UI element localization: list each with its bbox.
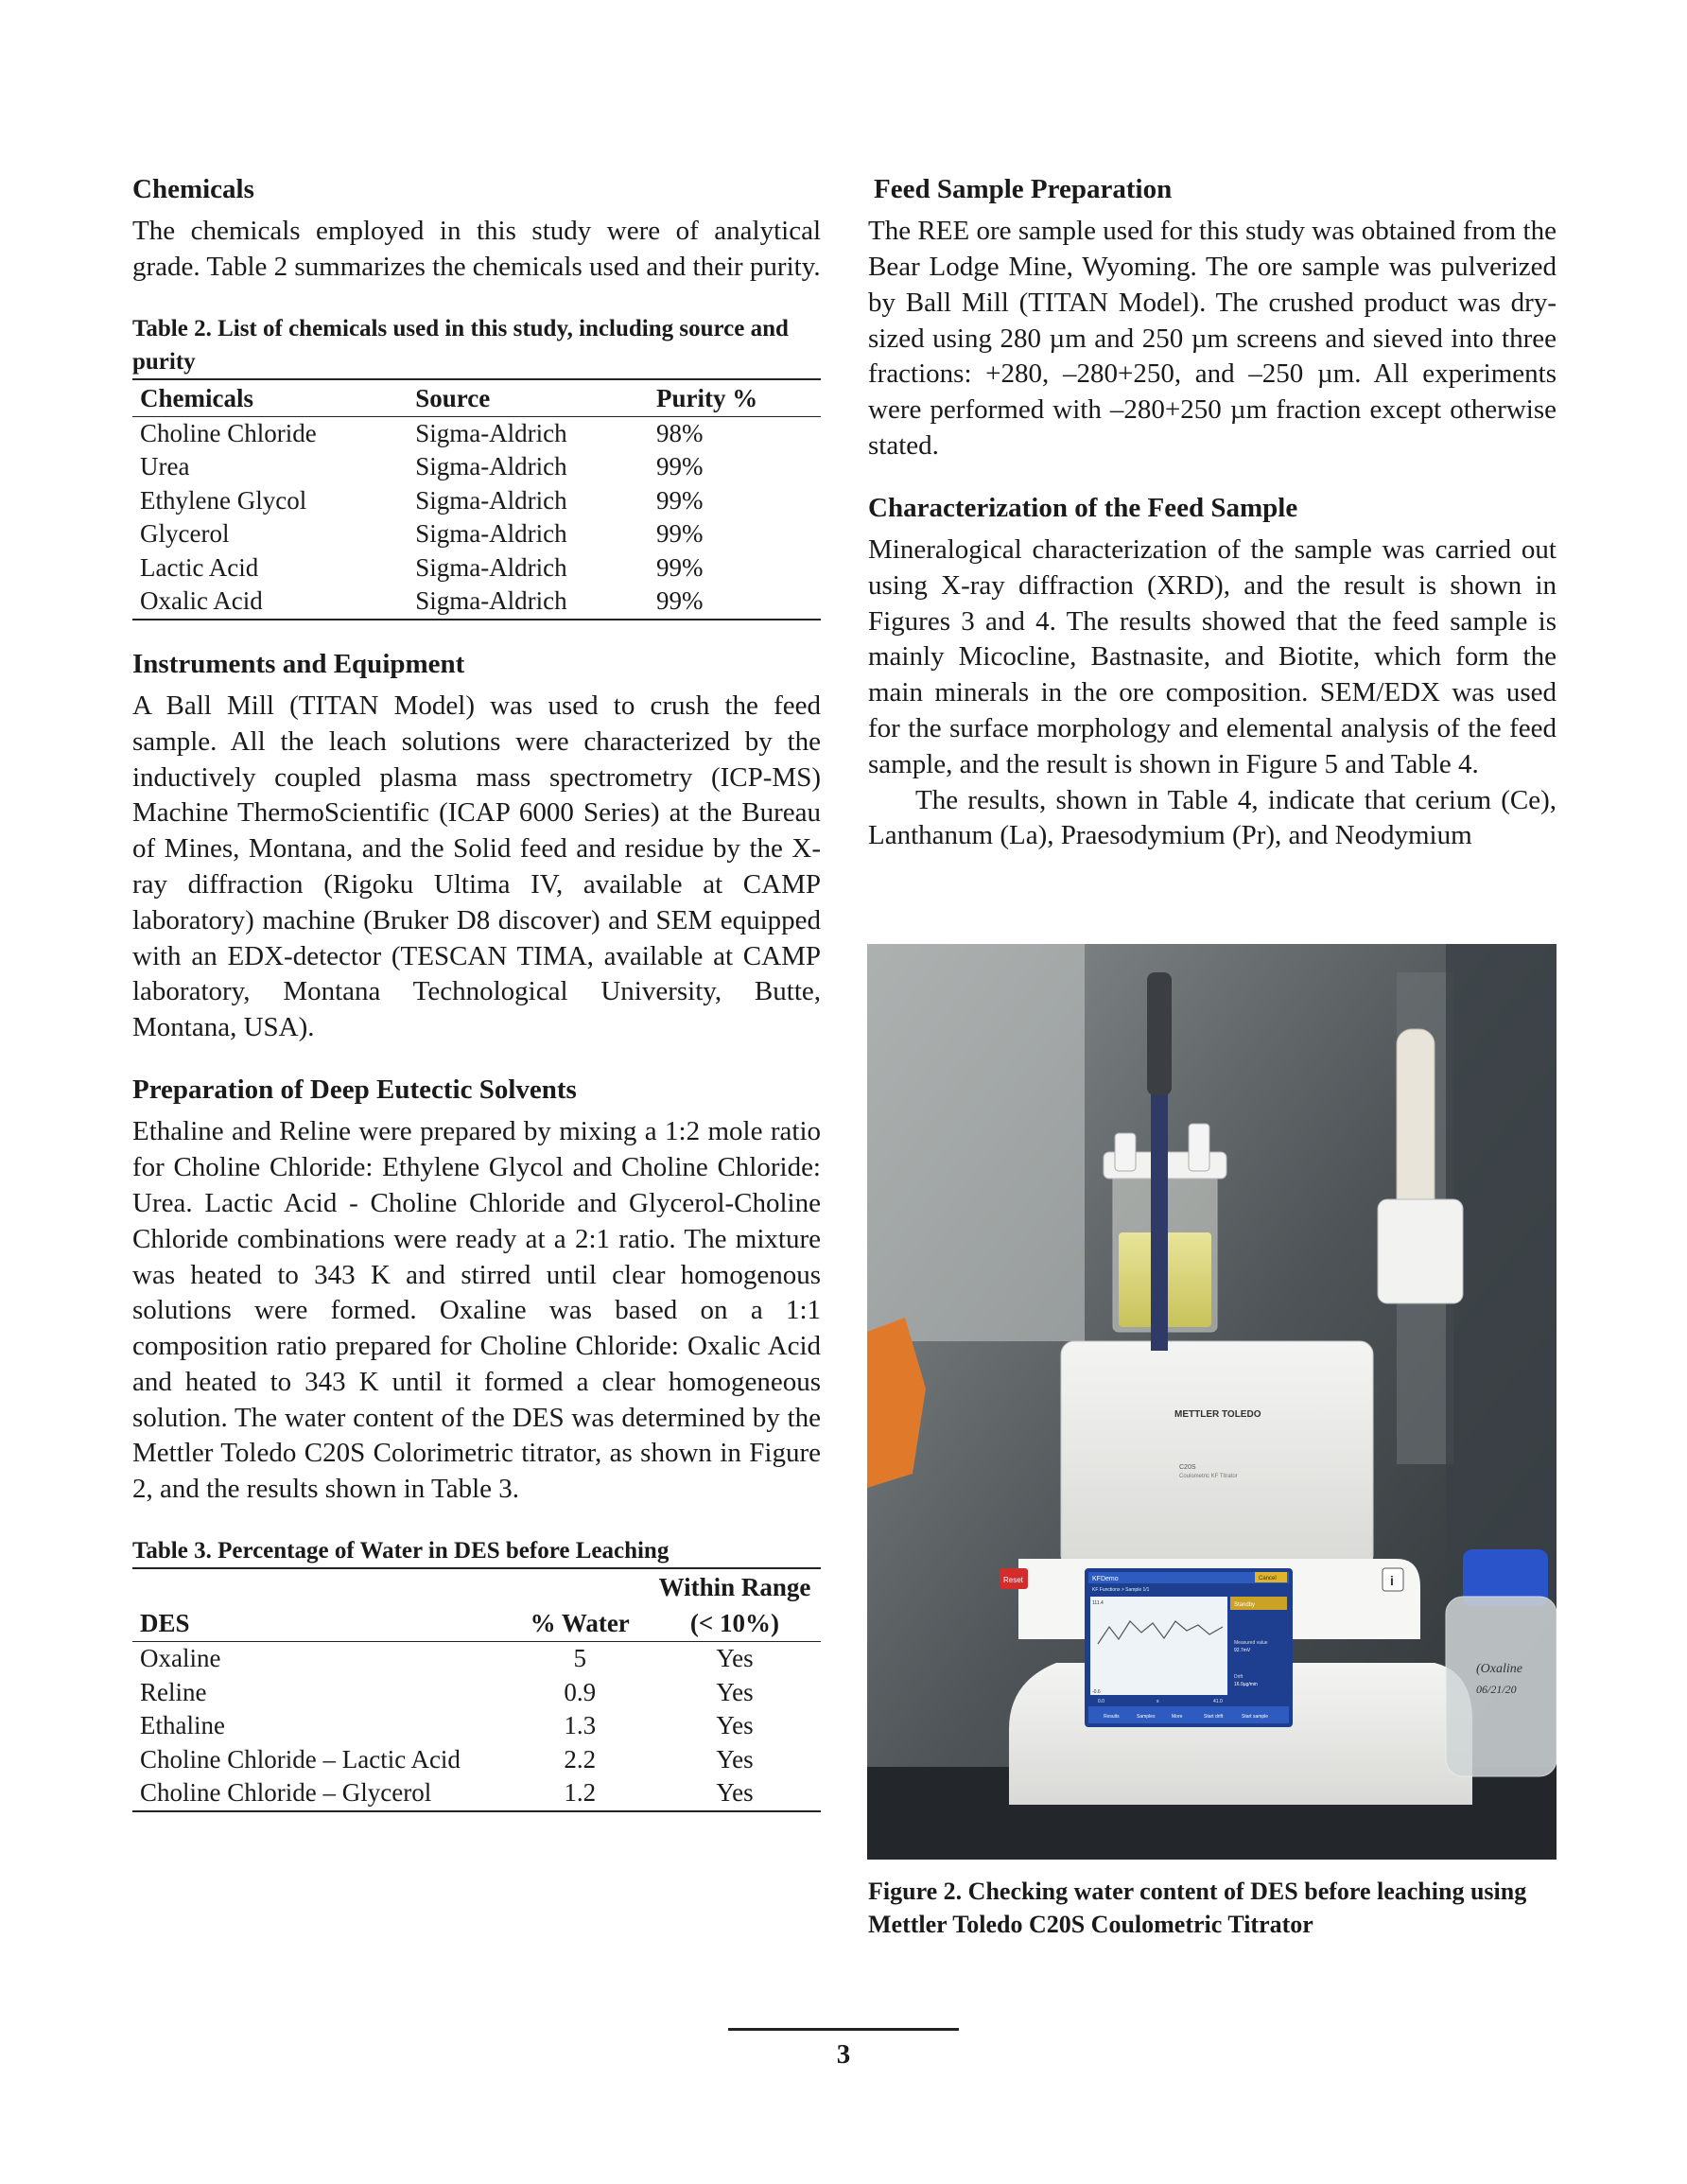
- table-cell: Yes: [716, 1744, 754, 1773]
- bottle-label-1: (Oxaline: [1476, 1662, 1522, 1676]
- table-row: [132, 1743, 821, 1777]
- table-row: [132, 517, 821, 551]
- table-cell: 1.2: [511, 1776, 649, 1811]
- side-module: [1378, 1199, 1463, 1303]
- table2: [132, 378, 821, 620]
- measured-value: 92.7mV: [1234, 1648, 1251, 1653]
- x-tick-mid: s: [1157, 1699, 1159, 1704]
- footer-rule: [728, 2028, 959, 2031]
- screen-button-start-drift: Start drift: [1204, 1714, 1224, 1720]
- table-cell: Sigma-Aldrich: [415, 485, 567, 515]
- table3-header-top: Within Range: [649, 1568, 821, 1605]
- figure2-caption: Figure 2. Checking water content of DES before leaching using Mettler Toledo C20S Coulometric Titrator: [868, 1878, 1527, 1938]
- table-cell: 99%: [655, 552, 704, 582]
- table-row: [132, 1676, 821, 1710]
- table-cell: Reline: [140, 1677, 207, 1706]
- table-cell: Sigma-Aldrich: [415, 552, 567, 582]
- paragraph-des-preparation: Ethaline and Reline were prepared by mixing a 1:2 mole ratio for Choline Chloride: Ethylene Glycol and Choline Chloride: Urea. Lactic Acid - Choline Chloride and Glycerol-Choline Chloride combinations were ready at a 2:1 ratio. The mixture was heated to 343 K and stirred until clear homogenous solutions were formed. Oxaline was based on a 1:1 composition ratio prepared for Choline Chloride: Oxalic Acid and heated to 343 K until it formed a clear homogeneous solution. The water content of the DES was determined by the Mettler Toledo C20S Colorimetric titrator, as shown in Figure 2, and the results shown in Table 3.: [132, 1116, 821, 1505]
- table-cell: Sigma-Aldrich: [415, 452, 567, 481]
- brand-label: METTLER TOLEDO: [1174, 1409, 1261, 1420]
- table-cell: Sigma-Aldrich: [415, 519, 567, 549]
- wall-light: [867, 944, 1085, 1341]
- table-cell: 99%: [655, 485, 704, 515]
- table-cell: Oxalic Acid: [132, 585, 408, 620]
- table2-caption: Table 2. List of chemicals used in this study, including source and purity: [132, 315, 789, 375]
- screen-button-samples: Samples: [1137, 1714, 1156, 1720]
- table-cell: Choline Chloride – Glycerol: [132, 1776, 511, 1811]
- paragraph-feed-preparation: The REE ore sample used for this study was obtained from the Bear Lodge Mine, Wyoming. The ore sample was pulverized by Ball Mill (TITAN Model). The crushed product was dry-sized using 280 µm and 250 µm screens and sieved into three fractions: +280, –280+250, and –250 µm. All experiments were performed with –280+250 µm fraction except otherwise stated.: [868, 216, 1557, 462]
- paragraph-characterization: Mineralogical characterization of the sample was carried out using X-ray diffraction (XRD), and the result is shown in Figures 3 and 4. The results showed that the feed sample is mainly Micocline, Bastnasite, and Biotite, which form the main minerals in the ore composition. SEM/EDX was used for the surface morphology and elemental analysis of the feed sample, and the result is shown in Figure 5 and Table 4.: [868, 534, 1557, 779]
- table-cell: Choline Chloride: [140, 418, 317, 447]
- info-label: i: [1390, 1573, 1394, 1588]
- table2-header: Chemicals: [132, 379, 408, 417]
- screen-button-start-sample: Start sample: [1242, 1714, 1269, 1720]
- left-column: [132, 172, 821, 1812]
- table-row: [132, 1709, 821, 1743]
- model-sublabel: Coulometric KF Titrator: [1179, 1474, 1238, 1479]
- status-label: Standby: [1234, 1602, 1256, 1608]
- model-label: C20S: [1179, 1464, 1196, 1471]
- table2-header: Purity %: [649, 379, 821, 417]
- table3: [132, 1567, 821, 1812]
- measured-label: Measured value: [1234, 1640, 1268, 1646]
- paragraph-results: The results, shown in Table 4, indicate that cerium (Ce), Lanthanum (La), Praesodymium (Pr), and Neodymium: [868, 784, 1557, 851]
- table-cell: Choline Chloride – Lactic Acid: [140, 1744, 461, 1773]
- section-heading-feed-preparation: Feed Sample Preparation: [874, 174, 1173, 204]
- table-cell: Sigma-Aldrich: [408, 585, 649, 620]
- table-cell: Yes: [716, 1644, 754, 1673]
- electrode: [1151, 1086, 1168, 1351]
- section-heading-chemicals: Chemicals: [132, 174, 254, 204]
- table-cell: Glycerol: [140, 519, 230, 549]
- drying-tube: [1397, 1029, 1435, 1228]
- table-cell: 99%: [655, 519, 704, 549]
- table-row: [132, 484, 821, 518]
- reset-label: Reset: [1003, 1576, 1023, 1584]
- screen-button-results: Results: [1104, 1714, 1120, 1720]
- screen-breadcrumb: KF Functions > Sample 1/1: [1092, 1587, 1150, 1593]
- table-cell: 5: [573, 1644, 586, 1673]
- y-tick-bottom: -0.6: [1092, 1689, 1101, 1695]
- x-tick-start: 0.0: [1098, 1699, 1104, 1704]
- paragraph-chemicals: The chemicals employed in this study were of analytical grade. Table 2 summarizes the chemicals used and their purity.: [132, 216, 821, 283]
- table-cell: Ethaline: [140, 1711, 225, 1740]
- table-cell: Oxaline: [140, 1644, 221, 1673]
- table3-header: DES: [132, 1605, 511, 1642]
- drift-value: 16.9µg/min: [1234, 1682, 1258, 1687]
- table3-header: % Water: [511, 1605, 649, 1642]
- y-tick-top: 111.4: [1092, 1600, 1104, 1606]
- table-row: [132, 1642, 821, 1676]
- table-row: [132, 450, 821, 484]
- table-row: [132, 551, 821, 585]
- screen-title: KFDemo: [1092, 1576, 1119, 1582]
- table-cell: Yes: [649, 1776, 821, 1811]
- table-cell: Ethylene Glycol: [140, 485, 307, 515]
- electrode-cable: [1147, 972, 1172, 1095]
- table3-caption: Table 3. Percentage of Water in DES before Leaching: [132, 1538, 670, 1564]
- table-cell: 1.3: [564, 1711, 597, 1740]
- screen-plot-area: [1090, 1597, 1227, 1695]
- table-cell: Lactic Acid: [140, 552, 259, 582]
- paragraph-instruments: A Ball Mill (TITAN Model) was used to crush the feed sample. All the leach solutions were characterized by the inductively coupled plasma mass spectrometry (ICP-MS) Machine ThermoScientific (ICAP 6000 Series) at the Bureau of Mines, Montana, and the Solid feed and residue by the X-ray diffraction (Rigoku Ultima IV, available at CAMP laboratory) machine (Bruker D8 discover) and SEM equipped with an EDX-detector (TESCAN TIMA, available at CAMP laboratory, Montana Technological University, Butte, Montana, USA).: [132, 690, 821, 1043]
- table-cell: 99%: [649, 585, 821, 620]
- cell-port-right: [1189, 1124, 1209, 1171]
- section-heading-des-preparation: Preparation of Deep Eutectic Solvents: [132, 1075, 577, 1106]
- table-cell: 2.2: [564, 1744, 597, 1773]
- table3-header: (< 10%): [649, 1605, 821, 1642]
- table-row: [132, 416, 821, 450]
- right-column: [868, 172, 1557, 854]
- section-heading-characterization: Characterization of the Feed Sample: [868, 492, 1298, 523]
- table-cell: 0.9: [564, 1677, 597, 1706]
- bottle-label-2: 06/21/20: [1476, 1683, 1517, 1696]
- cell-port-left: [1115, 1133, 1136, 1171]
- section-heading-instruments: Instruments and Equipment: [132, 648, 465, 679]
- table-cell: 99%: [655, 452, 704, 481]
- table-row: [132, 585, 821, 620]
- x-tick-end: 41.0: [1213, 1699, 1223, 1704]
- table-cell: Sigma-Aldrich: [415, 418, 567, 447]
- figure2-photo: [867, 944, 1557, 1860]
- titrator-body: [1061, 1341, 1373, 1568]
- table2-header: Source: [408, 379, 649, 417]
- page-number: 3: [836, 2039, 851, 2070]
- screen-button-more: More: [1172, 1714, 1183, 1720]
- drift-label: Drift: [1234, 1674, 1244, 1680]
- table-cell: Urea: [140, 452, 190, 481]
- table-cell: Yes: [716, 1677, 754, 1706]
- titrator-photo-illustration: [867, 944, 1557, 1860]
- screen-tab-label: Cancel: [1259, 1576, 1277, 1581]
- table-row: [132, 1776, 821, 1811]
- table-cell: 98%: [655, 418, 704, 447]
- table-cell: Yes: [716, 1711, 754, 1740]
